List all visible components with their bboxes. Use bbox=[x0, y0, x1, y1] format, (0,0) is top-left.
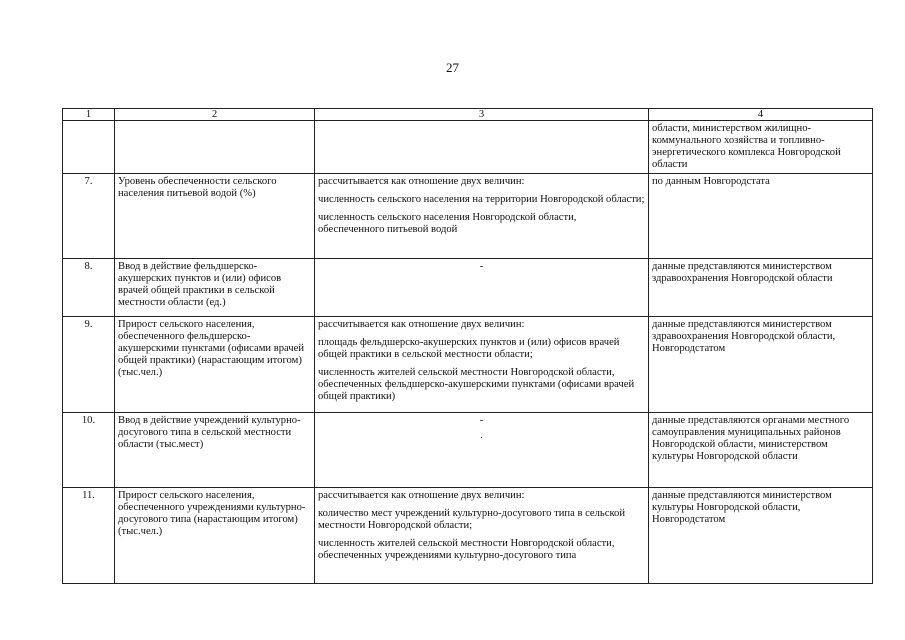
row-number: 10. bbox=[63, 413, 115, 488]
indicator-cell: Уровень обеспеченности сельского населения питьевой водой (%) bbox=[115, 174, 315, 259]
source-cell: по данным Новгородстата bbox=[649, 174, 873, 259]
table-row-9 bbox=[63, 317, 873, 413]
method-line: площадь фельдшерско-акушерских пунктов и (или) офисов врачей общей практики в сельской местности области; bbox=[318, 337, 620, 360]
method-cell bbox=[315, 317, 649, 413]
source-cell: области, министерством жилищно-коммунального хозяйства и топливно-энергетического комплекса Новгородской области bbox=[649, 121, 873, 174]
row-number: 8. bbox=[63, 259, 115, 317]
method-cell bbox=[315, 488, 649, 584]
method-line: численность жителей сельской местности Новгородской области, обеспеченных учреждениями культурно-досугового типа bbox=[318, 538, 615, 561]
source-cell: данные представляются органами местного самоуправления муниципальных районов Новгородской области, министерством культуры Новгородской области bbox=[649, 413, 873, 488]
indicators-table bbox=[62, 108, 873, 584]
table-row-7 bbox=[63, 174, 873, 259]
table-row-8 bbox=[63, 259, 873, 317]
method-dash: - bbox=[479, 415, 484, 426]
method-line: численность жителей сельской местности Новгородской области, обеспеченных фельдшерско-акушерскими пунктами (офисами врачей общей практики) bbox=[318, 367, 635, 402]
indicator-cell: Прирост сельского населения, обеспеченного фельдшерско-акушерскими пунктами (офисами врачей общей практики) (нарастающим итогом) (тыс.чел.) bbox=[115, 317, 315, 413]
source-cell: данные представляются министерством здравоохранения Новгородской области, Новгородстатом bbox=[649, 317, 873, 413]
source-cell: данные представляются министерством здравоохранения Новгородской области bbox=[649, 259, 873, 317]
method-cell bbox=[315, 413, 649, 488]
method-line: рассчитывается как отношение двух величин: bbox=[318, 176, 525, 187]
row-number: 7. bbox=[63, 174, 115, 259]
method-line: рассчитывается как отношение двух величин: bbox=[318, 319, 525, 330]
method-cell bbox=[315, 259, 649, 317]
num-cell bbox=[63, 121, 115, 174]
method-line: рассчитывается как отношение двух величин: bbox=[318, 490, 525, 501]
row-number: 9. bbox=[63, 317, 115, 413]
source-cell: данные представляются министерством культуры Новгородской области, Новгородстатом bbox=[649, 488, 873, 584]
table-row-11 bbox=[63, 488, 873, 584]
indicator-cell: Ввод в действие фельдшерско-акушерских пунктов и (или) офисов врачей общей практики в сельской местности области (ед.) bbox=[115, 259, 315, 317]
method-cell bbox=[315, 121, 649, 174]
header-cell-4: 4 bbox=[649, 109, 873, 121]
table-row-continuation bbox=[63, 121, 873, 174]
method-line: количество мест учреждений культурно-досугового типа в сельской местности Новгородской области; bbox=[318, 508, 626, 531]
table-header-row bbox=[63, 109, 873, 121]
row-number: 11. bbox=[63, 488, 115, 584]
method-line: численность сельского населения на территории Новгородской области; bbox=[318, 194, 645, 205]
indicator-cell bbox=[115, 121, 315, 174]
method-dash: - bbox=[479, 261, 484, 272]
header-cell-1: 1 bbox=[63, 109, 115, 121]
indicator-cell: Ввод в действие учреждений культурно-досугового типа в сельской местности области (тыс.мест) bbox=[115, 413, 315, 488]
method-cell bbox=[315, 174, 649, 259]
table-row-10 bbox=[63, 413, 873, 488]
header-cell-2: 2 bbox=[115, 109, 315, 121]
page-number: 27 bbox=[446, 60, 459, 75]
indicator-cell: Прирост сельского населения, обеспеченного учреждениями культурно-досугового типа (нарастающим итогом) (тыс.чел.) bbox=[115, 488, 315, 584]
method-dot: · bbox=[479, 433, 484, 444]
method-line: численность сельского населения Новгородской области, обеспеченного питьевой водой bbox=[318, 212, 577, 235]
header-cell-3: 3 bbox=[315, 109, 649, 121]
